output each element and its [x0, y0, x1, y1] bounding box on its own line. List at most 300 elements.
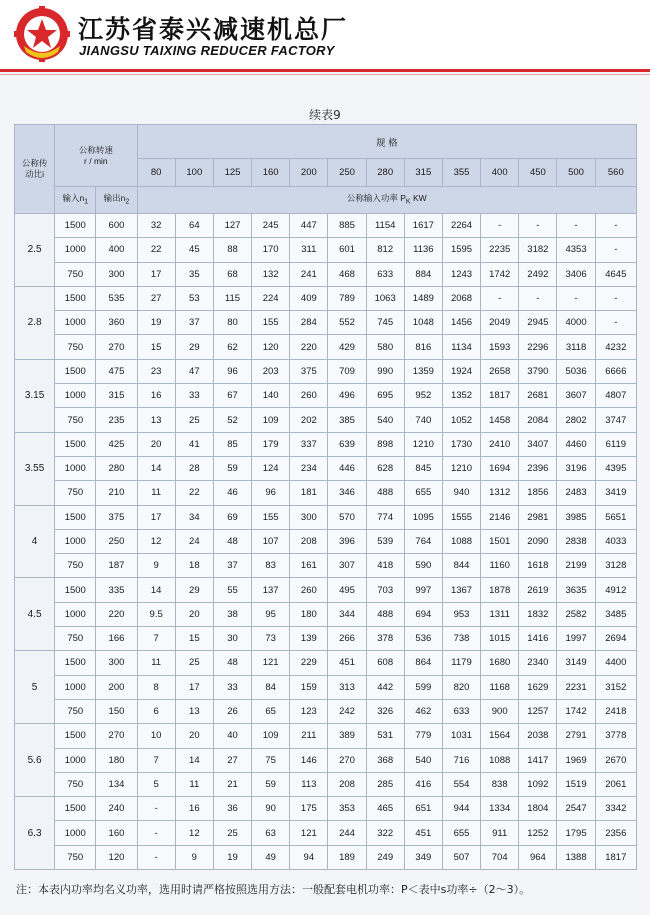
power-value-cell: 495 — [328, 578, 366, 602]
power-value-cell: 300 — [290, 505, 328, 529]
power-value-cell: 189 — [328, 845, 366, 869]
power-value-cell: 5 — [137, 772, 175, 796]
power-value-cell: 1359 — [404, 359, 442, 383]
power-value-cell: 885 — [328, 214, 366, 238]
input-speed-cell: 1000 — [55, 456, 96, 480]
power-value-cell: 1694 — [481, 456, 519, 480]
ratio-cell: 3.55 — [15, 432, 55, 505]
power-value-cell: - — [595, 214, 636, 238]
input-speed-cell: 1500 — [55, 286, 96, 310]
power-value-cell: 11 — [137, 651, 175, 675]
power-table-container — [14, 124, 637, 870]
power-value-cell: 208 — [290, 529, 328, 553]
power-value-cell: 1832 — [519, 602, 557, 626]
table-row — [15, 311, 637, 335]
power-value-cell: 2670 — [595, 748, 636, 772]
power-value-cell: 307 — [328, 554, 366, 578]
power-value-cell: 224 — [252, 286, 290, 310]
power-value-cell: 22 — [137, 238, 175, 262]
input-speed-cell: 1500 — [55, 651, 96, 675]
table-row — [15, 554, 637, 578]
power-value-cell: 4000 — [557, 311, 595, 335]
power-value-cell: 580 — [366, 335, 404, 359]
power-value-cell: 1969 — [557, 748, 595, 772]
power-value-cell: 27 — [213, 748, 251, 772]
input-speed-cell: 1000 — [55, 748, 96, 772]
output-speed-cell: 150 — [96, 699, 137, 723]
input-speed-sub: 1 — [84, 198, 89, 206]
power-value-cell: 95 — [252, 602, 290, 626]
power-value-cell: 13 — [175, 699, 213, 723]
power-value-cell: 11 — [175, 772, 213, 796]
power-value-cell: 52 — [213, 408, 251, 432]
power-value-cell: 27 — [137, 286, 175, 310]
power-value-cell: 1795 — [557, 821, 595, 845]
power-value-cell: 9.5 — [137, 602, 175, 626]
power-value-cell: 2396 — [519, 456, 557, 480]
power-value-cell: 1416 — [519, 627, 557, 651]
power-value-cell: 1031 — [442, 724, 480, 748]
table-row — [15, 651, 637, 675]
power-value-cell: 120 — [252, 335, 290, 359]
power-value-cell: 496 — [328, 384, 366, 408]
power-value-cell: 326 — [366, 699, 404, 723]
output-speed-cell: 250 — [96, 529, 137, 553]
power-value-cell: 3152 — [595, 675, 636, 699]
power-value-cell: 8 — [137, 675, 175, 699]
input-speed-cell: 1500 — [55, 505, 96, 529]
power-value-cell: 47 — [175, 359, 213, 383]
power-value-cell: 180 — [290, 602, 328, 626]
power-value-cell: 14 — [175, 748, 213, 772]
power-value-cell: 418 — [366, 554, 404, 578]
power-value-cell: 1817 — [595, 845, 636, 869]
power-value-cell: 96 — [213, 359, 251, 383]
power-value-cell: 2547 — [557, 797, 595, 821]
power-value-cell: 5651 — [595, 505, 636, 529]
speed-unit: r / min — [84, 155, 108, 166]
input-speed-cell: 1500 — [55, 797, 96, 821]
power-value-cell: 121 — [290, 821, 328, 845]
power-value-cell: 2235 — [481, 238, 519, 262]
power-value-cell: 25 — [213, 821, 251, 845]
power-value-cell: 3635 — [557, 578, 595, 602]
power-value-cell: 1742 — [481, 262, 519, 286]
power-value-cell: 83 — [252, 554, 290, 578]
power-value-cell: 703 — [366, 578, 404, 602]
power-value-cell: 1367 — [442, 578, 480, 602]
power-value-cell: 3607 — [557, 384, 595, 408]
power-value-cell: 1168 — [481, 675, 519, 699]
power-value-cell: 655 — [442, 821, 480, 845]
power-value-cell: 24 — [175, 529, 213, 553]
ratio-header — [15, 125, 55, 214]
power-value-cell: 451 — [328, 651, 366, 675]
power-value-cell: 1593 — [481, 335, 519, 359]
power-value-cell: 1856 — [519, 481, 557, 505]
power-value-cell: 1388 — [557, 845, 595, 869]
power-value-cell: 159 — [290, 675, 328, 699]
input-speed-header — [55, 187, 96, 214]
power-value-cell: 73 — [252, 627, 290, 651]
output-speed-cell: 120 — [96, 845, 137, 869]
power-value-cell: 3196 — [557, 456, 595, 480]
power-value-cell: 2199 — [557, 554, 595, 578]
power-value-cell: 29 — [175, 578, 213, 602]
company-logo-icon — [14, 6, 70, 62]
power-value-cell: 4400 — [595, 651, 636, 675]
power-value-cell: 639 — [328, 432, 366, 456]
power-value-cell: 3118 — [557, 335, 595, 359]
company-name-cn: 江苏省泰兴减速机总厂 — [78, 15, 349, 44]
output-speed-cell: 280 — [96, 456, 137, 480]
power-value-cell: 539 — [366, 529, 404, 553]
output-speed-cell: 300 — [96, 651, 137, 675]
input-speed-cell: 1000 — [55, 238, 96, 262]
header-divider — [0, 69, 650, 72]
power-value-cell: 655 — [404, 481, 442, 505]
power-value-cell: 244 — [328, 821, 366, 845]
power-value-cell: 137 — [252, 578, 290, 602]
output-speed-cell: 180 — [96, 748, 137, 772]
power-value-cell: 353 — [328, 797, 366, 821]
input-speed-cell: 1500 — [55, 214, 96, 238]
table-row — [15, 675, 637, 699]
power-value-cell: 12 — [137, 529, 175, 553]
table-row — [15, 845, 637, 869]
output-speed-cell: 187 — [96, 554, 137, 578]
power-value-cell: 46 — [213, 481, 251, 505]
company-name-en: JIANGSU TAIXING REDUCER FACTORY — [79, 43, 335, 58]
power-value-cell: 531 — [366, 724, 404, 748]
output-speed-cell: 535 — [96, 286, 137, 310]
power-value-cell: 1312 — [481, 481, 519, 505]
power-value-cell: 389 — [328, 724, 366, 748]
power-value-cell: 694 — [404, 602, 442, 626]
power-value-cell: 55 — [213, 578, 251, 602]
table-row — [15, 602, 637, 626]
power-value-cell: 2694 — [595, 627, 636, 651]
output-speed-cell: 425 — [96, 432, 137, 456]
power-unit: KW — [412, 192, 427, 203]
power-value-cell: 270 — [328, 748, 366, 772]
power-value-cell: 245 — [252, 214, 290, 238]
power-value-cell: 107 — [252, 529, 290, 553]
power-value-cell: 1742 — [557, 699, 595, 723]
power-value-cell: 21 — [213, 772, 251, 796]
power-value-cell: 4395 — [595, 456, 636, 480]
power-value-cell: 1311 — [481, 602, 519, 626]
power-value-cell: 12 — [175, 821, 213, 845]
power-value-cell: 1092 — [519, 772, 557, 796]
power-value-cell: 2410 — [481, 432, 519, 456]
power-value-cell: 1997 — [557, 627, 595, 651]
power-value-cell: 234 — [290, 456, 328, 480]
power-value-cell: 67 — [213, 384, 251, 408]
power-value-cell: 29 — [175, 335, 213, 359]
power-value-cell: 127 — [213, 214, 251, 238]
size-header-cell: 450 — [519, 159, 557, 187]
power-value-cell: 1555 — [442, 505, 480, 529]
power-value-cell: 20 — [137, 432, 175, 456]
table-row — [15, 529, 637, 553]
output-speed-cell: 210 — [96, 481, 137, 505]
power-value-cell: 1088 — [442, 529, 480, 553]
power-value-cell: 109 — [252, 408, 290, 432]
power-value-cell: 3747 — [595, 408, 636, 432]
table-row — [15, 481, 637, 505]
power-value-cell: 2049 — [481, 311, 519, 335]
power-value-cell: 601 — [328, 238, 366, 262]
input-speed-label: 输入n — [62, 192, 85, 203]
power-value-cell: 1417 — [519, 748, 557, 772]
power-value-cell: 4645 — [595, 262, 636, 286]
power-table — [14, 124, 637, 870]
spec-header: 规 格 — [137, 125, 636, 159]
power-value-cell: 49 — [252, 845, 290, 869]
power-value-cell: 33 — [213, 675, 251, 699]
power-value-cell: 488 — [366, 602, 404, 626]
ratio-cell: 4 — [15, 505, 55, 578]
input-speed-cell: 750 — [55, 699, 96, 723]
power-value-cell: 633 — [366, 262, 404, 286]
input-speed-cell: 750 — [55, 262, 96, 286]
power-value-cell: 85 — [213, 432, 251, 456]
power-value-cell: - — [519, 286, 557, 310]
power-value-cell: 1052 — [442, 408, 480, 432]
speed-header-label: 公称转速 — [78, 144, 113, 155]
power-value-cell: 88 — [213, 238, 251, 262]
power-value-cell: 17 — [175, 675, 213, 699]
input-speed-cell: 1000 — [55, 821, 96, 845]
power-value-cell: 2084 — [519, 408, 557, 432]
power-value-cell: 740 — [404, 408, 442, 432]
output-speed-cell: 200 — [96, 675, 137, 699]
power-value-cell: 35 — [175, 262, 213, 286]
power-value-cell: 36 — [213, 797, 251, 821]
power-value-cell: 2356 — [595, 821, 636, 845]
power-value-cell: 344 — [328, 602, 366, 626]
table-row — [15, 627, 637, 651]
power-value-cell: 2838 — [557, 529, 595, 553]
power-value-cell: - — [137, 797, 175, 821]
table-row — [15, 821, 637, 845]
input-speed-cell: 1000 — [55, 384, 96, 408]
power-value-cell: 311 — [290, 238, 328, 262]
ratio-cell: 2.5 — [15, 214, 55, 287]
power-value-cell: - — [595, 286, 636, 310]
power-value-cell: 179 — [252, 432, 290, 456]
size-header-cell: 500 — [557, 159, 595, 187]
power-value-cell: 14 — [137, 578, 175, 602]
output-speed-cell: 335 — [96, 578, 137, 602]
input-speed-cell: 1000 — [55, 602, 96, 626]
power-value-cell: 109 — [252, 724, 290, 748]
power-value-cell: 368 — [366, 748, 404, 772]
input-speed-cell: 750 — [55, 554, 96, 578]
size-header-cell: 80 — [137, 159, 175, 187]
power-value-cell: 1136 — [404, 238, 442, 262]
input-speed-cell: 1500 — [55, 724, 96, 748]
power-value-cell: 4460 — [557, 432, 595, 456]
power-value-cell: 113 — [290, 772, 328, 796]
power-value-cell: 28 — [175, 456, 213, 480]
power-value-cell: 1257 — [519, 699, 557, 723]
power-value-cell: 864 — [404, 651, 442, 675]
power-value-cell: 2619 — [519, 578, 557, 602]
power-value-cell: 4912 — [595, 578, 636, 602]
power-value-cell: 552 — [328, 311, 366, 335]
power-value-cell: 898 — [366, 432, 404, 456]
input-speed-cell: 750 — [55, 845, 96, 869]
power-value-cell: 2483 — [557, 481, 595, 505]
power-value-cell: 34 — [175, 505, 213, 529]
power-value-cell: 2061 — [595, 772, 636, 796]
power-value-cell: 2264 — [442, 214, 480, 238]
power-value-cell: 845 — [404, 456, 442, 480]
power-value-cell: 5036 — [557, 359, 595, 383]
power-value-cell: 2658 — [481, 359, 519, 383]
power-value-cell: 211 — [290, 724, 328, 748]
power-value-cell: 30 — [213, 627, 251, 651]
power-value-cell: 175 — [290, 797, 328, 821]
table-row — [15, 359, 637, 383]
power-value-cell: 17 — [137, 262, 175, 286]
power-value-cell: 1564 — [481, 724, 519, 748]
power-value-cell: 2231 — [557, 675, 595, 699]
power-value-cell: 442 — [366, 675, 404, 699]
power-value-cell: 1095 — [404, 505, 442, 529]
power-value-cell: 964 — [519, 845, 557, 869]
table-row — [15, 238, 637, 262]
power-value-cell: 3407 — [519, 432, 557, 456]
input-speed-cell: 1000 — [55, 529, 96, 553]
table-row — [15, 408, 637, 432]
power-value-cell: 33 — [175, 384, 213, 408]
power-value-cell: 208 — [328, 772, 366, 796]
size-header-cell: 160 — [252, 159, 290, 187]
power-value-cell: 953 — [442, 602, 480, 626]
power-value-cell: 1179 — [442, 651, 480, 675]
power-value-cell: 15 — [137, 335, 175, 359]
power-value-cell: 997 — [404, 578, 442, 602]
input-speed-cell: 750 — [55, 627, 96, 651]
output-speed-cell: 235 — [96, 408, 137, 432]
power-value-cell: 1088 — [481, 748, 519, 772]
input-speed-cell: 1500 — [55, 359, 96, 383]
power-value-cell: - — [595, 311, 636, 335]
power-value-cell: 7 — [137, 748, 175, 772]
table-title: 续表9 — [309, 108, 341, 122]
power-value-cell: 1352 — [442, 384, 480, 408]
power-value-cell: 15 — [175, 627, 213, 651]
output-speed-cell: 300 — [96, 262, 137, 286]
power-value-cell: 65 — [252, 699, 290, 723]
input-speed-cell: 1500 — [55, 432, 96, 456]
power-value-cell: 1617 — [404, 214, 442, 238]
power-header-label: 公称输入功率 P — [346, 192, 406, 203]
power-value-cell: 3406 — [557, 262, 595, 286]
power-value-cell: 838 — [481, 772, 519, 796]
power-value-cell: 19 — [137, 311, 175, 335]
output-speed-cell: 475 — [96, 359, 137, 383]
power-value-cell: 64 — [175, 214, 213, 238]
power-value-cell: - — [519, 214, 557, 238]
output-speed-cell: 600 — [96, 214, 137, 238]
power-value-cell: 385 — [328, 408, 366, 432]
power-value-cell: 590 — [404, 554, 442, 578]
power-value-cell: 284 — [290, 311, 328, 335]
output-speed-cell: 220 — [96, 602, 137, 626]
power-value-cell: 1210 — [442, 456, 480, 480]
table-row — [15, 456, 637, 480]
size-header-cell: 100 — [175, 159, 213, 187]
power-value-cell: 161 — [290, 554, 328, 578]
power-value-cell: - — [481, 286, 519, 310]
power-value-cell: 17 — [137, 505, 175, 529]
size-header-cell: 355 — [442, 159, 480, 187]
power-value-cell: 1817 — [481, 384, 519, 408]
power-value-cell: 2981 — [519, 505, 557, 529]
power-value-cell: 409 — [290, 286, 328, 310]
power-value-cell: 1134 — [442, 335, 480, 359]
power-value-cell: 507 — [442, 845, 480, 869]
power-value-cell: 3182 — [519, 238, 557, 262]
power-value-cell: 6666 — [595, 359, 636, 383]
power-value-cell: 170 — [252, 238, 290, 262]
power-value-cell: 396 — [328, 529, 366, 553]
table-row — [15, 772, 637, 796]
power-value-cell: 1154 — [366, 214, 404, 238]
power-value-cell: 6 — [137, 699, 175, 723]
power-value-cell: 451 — [404, 821, 442, 845]
power-value-cell: 7 — [137, 627, 175, 651]
size-header-cell: 250 — [328, 159, 366, 187]
power-value-cell: 26 — [213, 699, 251, 723]
power-value-cell: 4232 — [595, 335, 636, 359]
power-value-cell: 570 — [328, 505, 366, 529]
power-value-cell: 4353 — [557, 238, 595, 262]
power-value-cell: 140 — [252, 384, 290, 408]
power-value-cell: 1680 — [481, 651, 519, 675]
power-value-cell: 462 — [404, 699, 442, 723]
power-value-cell: 241 — [290, 262, 328, 286]
power-value-cell: 416 — [404, 772, 442, 796]
power-value-cell: 181 — [290, 481, 328, 505]
input-speed-cell: 750 — [55, 408, 96, 432]
power-value-cell: 2038 — [519, 724, 557, 748]
ratio-header-label: 公称传动比i — [21, 158, 48, 179]
power-value-cell: 203 — [252, 359, 290, 383]
power-value-cell: 3485 — [595, 602, 636, 626]
power-value-cell: 2068 — [442, 286, 480, 310]
power-value-cell: 1063 — [366, 286, 404, 310]
power-value-cell: 774 — [366, 505, 404, 529]
output-speed-label: 输出n — [103, 192, 126, 203]
power-value-cell: 94 — [290, 845, 328, 869]
ratio-cell: 5 — [15, 651, 55, 724]
power-value-cell: 1804 — [519, 797, 557, 821]
output-speed-cell: 160 — [96, 821, 137, 845]
power-value-cell: 3149 — [557, 651, 595, 675]
output-speed-cell: 270 — [96, 724, 137, 748]
power-value-cell: 704 — [481, 845, 519, 869]
power-value-cell: 40 — [213, 724, 251, 748]
power-value-cell: 1458 — [481, 408, 519, 432]
power-value-cell: 48 — [213, 529, 251, 553]
power-value-cell: 37 — [175, 311, 213, 335]
output-speed-cell: 134 — [96, 772, 137, 796]
